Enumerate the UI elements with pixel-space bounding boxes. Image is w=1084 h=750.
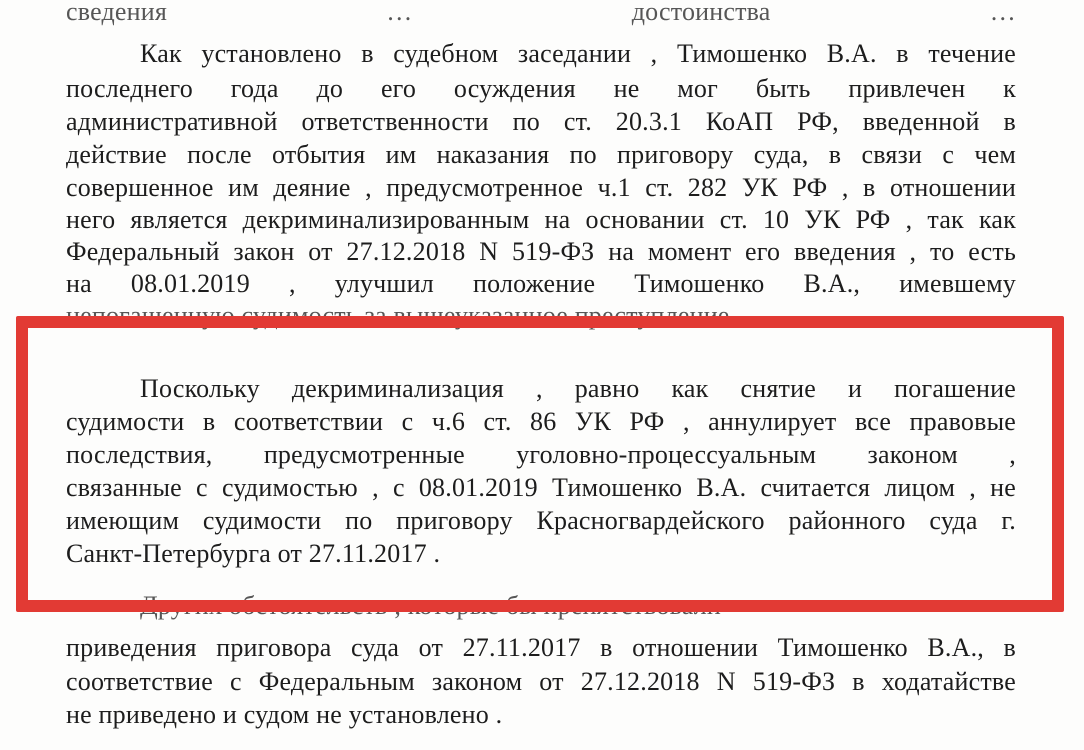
paragraph-1-line: действие после отбытия им наказания по приговору суда, в связи с чем [66,140,1016,169]
paragraph-1-line: Как установлено в судебном заседании , Тимошенко В.А. в течение [140,39,1016,68]
paragraph-2-line: последствия, предусмотренные уголовно-процессуальным законом , [66,440,1016,469]
paragraph-3-line: соответствие с Федеральным законом от 27.12.2018 N 519-ФЗ в ходатайстве [66,667,1016,696]
paragraph-1-line: совершенное им деяние , предусмотренное ч.1 ст. 282 УК РФ , в отношении [66,173,1016,202]
paragraph-1-line: административной ответственности по ст. 20.3.1 КоАП РФ, введенной в [66,107,1016,136]
paragraph-2-line: связанные с судимостью , с 08.01.2019 Тимошенко В.А. считается лицом , не [66,473,1016,502]
paragraph-1-line: него является декриминализированным на основании ст. 10 УК РФ , так как [66,205,1016,234]
paragraph-1-line: непогашенную судимость за вышеуказанное преступление . [66,301,743,330]
cut-top-line: сведения … достоинства … [66,0,1016,26]
paragraph-1-line: на 08.01.2019 , улучшил положение Тимошенко В.А., имевшему [66,269,1016,298]
paragraph-2-line: Поскольку декриминализация , равно как снятие и погашение [140,374,1016,403]
paragraph-2-line: судимости в соответствии с ч.6 ст. 86 УК РФ , аннулирует все правовые [66,407,1016,436]
paragraph-3-line: не приведено и судом не установлено . [66,700,503,729]
paragraph-2-line: Санкт-Петербурга от 27.11.2017 . [66,539,441,568]
paragraph-3-line: Других обстоятельств , которые бы препятствовали [140,591,722,620]
paragraph-1-line: последнего года до его осуждения не мог быть привлечен к [66,74,1016,103]
paragraph-2-line: имеющим судимости по приговору Красногвардейского районного суда г. [66,506,1016,535]
paragraph-1-line: Федеральный закон от 27.12.2018 N 519-ФЗ на момент его введения , то есть [66,237,1016,266]
paragraph-3-line: приведения приговора суда от 27.11.2017 в отношении Тимошенко В.А., в [66,633,1016,662]
